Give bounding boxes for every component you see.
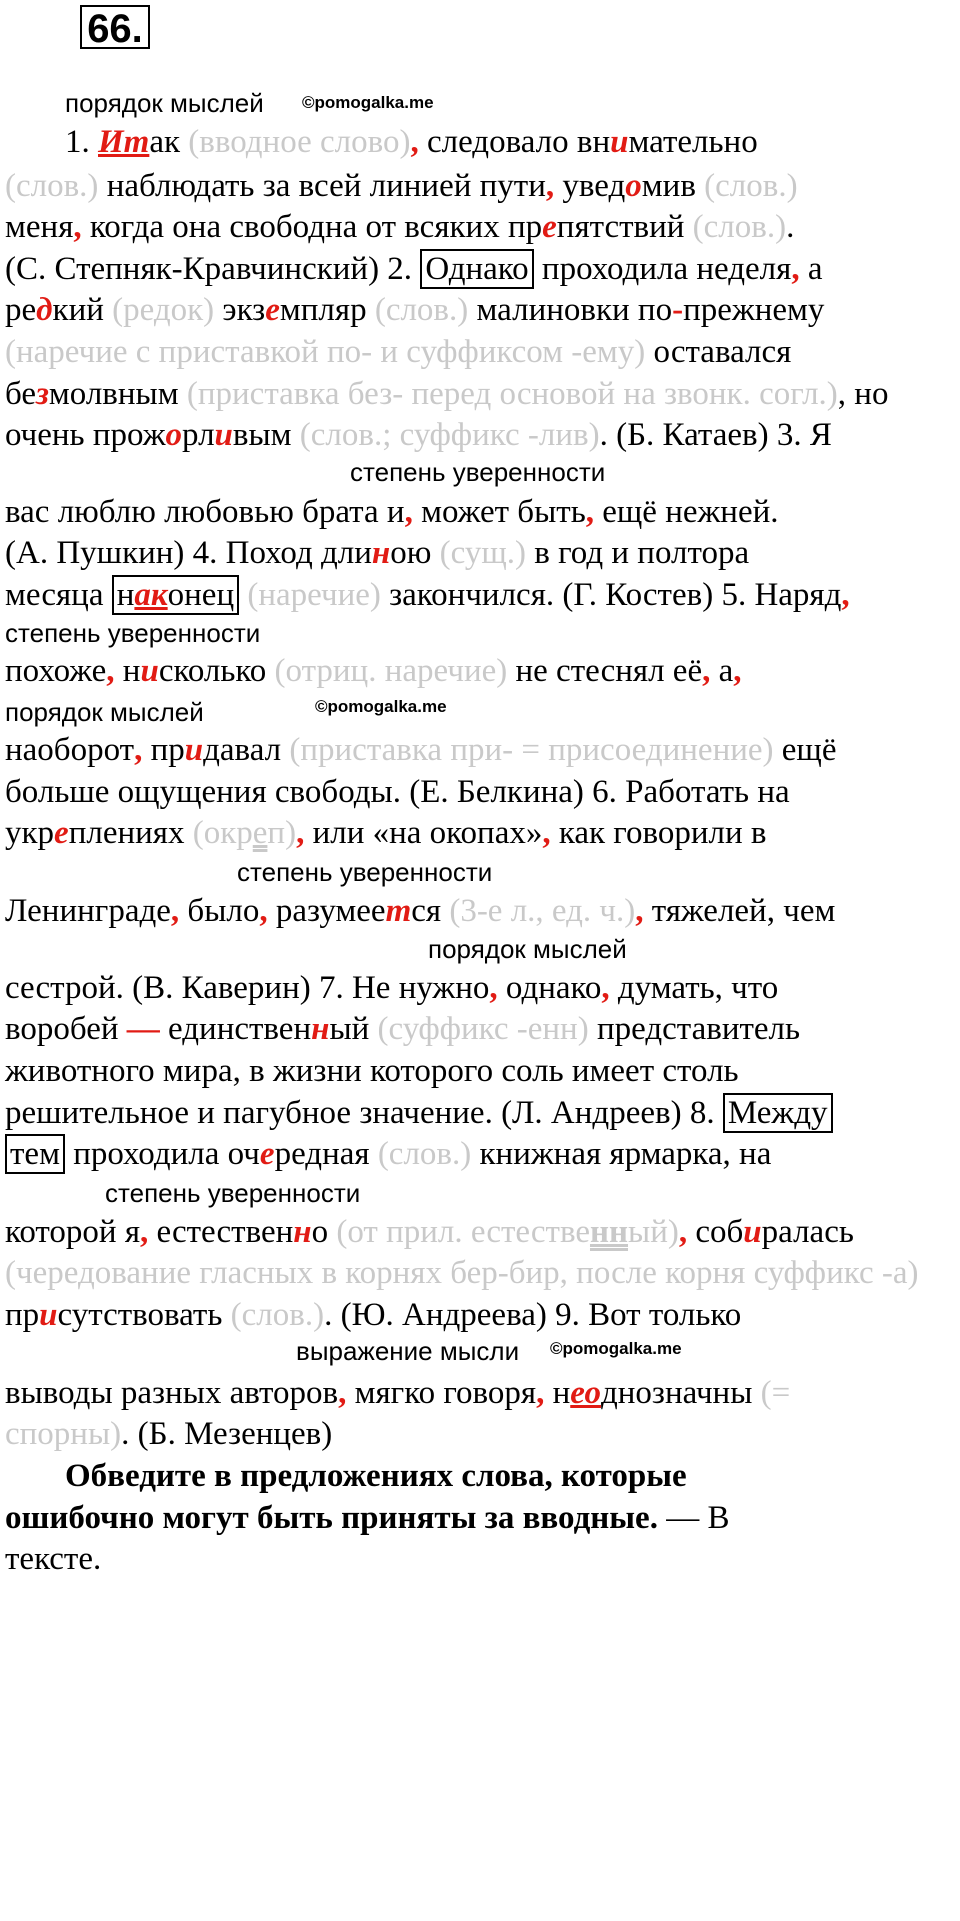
- text-line-25: выводы разных авторов, мягко говоря, неоднозначны (=: [5, 1375, 791, 1411]
- text-line-9: вас люблю любовью брата и, может быть, ещё нежней.: [5, 494, 779, 530]
- boxed-word: наконец: [112, 575, 239, 615]
- annotation-certainty: степень уверенности: [237, 857, 493, 887]
- annotation-order: порядок мыслей: [5, 697, 204, 727]
- text-line-20: решительное и пагубное значение. (Л. Андреев) 8. Между: [5, 1093, 833, 1133]
- text-line-8: очень прожорливым (слов.; суффикс -лив). (Б. Катаев) 3. Я: [5, 417, 832, 453]
- text-line-1: 1. Итак (вводное слово), следовало внимательно: [65, 124, 758, 160]
- watermark: ©pomogalka.me: [550, 1339, 682, 1358]
- text-line-23: (чередование гласных в корнях бер-бир, после корня суффикс -а): [5, 1255, 919, 1291]
- boxed-word: тем: [5, 1134, 65, 1174]
- text-line-11: месяца наконец (наречие) закончился. (Г. Костев) 5. Наряд,: [5, 577, 850, 613]
- exercise-number: 66.: [80, 5, 150, 49]
- text-line-16: Ленинграде, было, разумеется (3-е л., ед. ч.), тяжелей, чем: [5, 893, 836, 929]
- text-line-22: которой я, естественно (от прил. естественный), собиралась: [5, 1214, 854, 1250]
- text-line-7: безмолвным (приставка без- перед основой на звонк. согл.), но: [5, 376, 889, 412]
- text-line-15: укреплениях (окреп), или «на окопах», как говорили в: [5, 815, 767, 851]
- text-line-14: больше ощущения свободы. (Е. Белкина) 6. Работать на: [5, 774, 790, 810]
- text-line-12: похоже, нисколько (отриц. наречие) не стеснял её, а,: [5, 653, 742, 689]
- text-line-6: (наречие с приставкой по- и суффиксом -ему) оставался: [5, 334, 792, 370]
- text-line-17: сестрой. (В. Каверин) 7. Не нужно, однако, думать, что: [5, 970, 779, 1006]
- watermark: ©pomogalka.me: [315, 697, 447, 716]
- annotation-certainty: степень уверенности: [5, 618, 261, 648]
- text-line-4: (С. Степняк-Кравчинский) 2. Однако проходила неделя, а: [5, 251, 823, 287]
- annotation-certainty: степень уверенности: [105, 1178, 361, 1208]
- text-line-26: спорны). (Б. Мезенцев): [5, 1416, 333, 1452]
- boxed-word: Однако: [420, 249, 533, 289]
- text-line-19: животного мира, в жизни которого соль имеет столь: [5, 1053, 739, 1089]
- text-line-13: наоборот, придавал (приставка при- = присоединение) ещё: [5, 732, 837, 768]
- annotation-order: порядок мыслей: [428, 934, 627, 964]
- annotation-certainty: степень уверенности: [350, 457, 606, 487]
- text-line-2: (слов.) наблюдать за всей линией пути, уведомив (слов.): [5, 168, 798, 204]
- text-line-5: редкий (редок) экземпляр (слов.) малиновки по-прежнему: [5, 292, 825, 328]
- task-line-3: тексте.: [5, 1541, 102, 1577]
- text-line-3: меня, когда она свободна от всяких препятствий (слов.).: [5, 209, 795, 245]
- text-line-18: воробей — единственный (суффикс -енн) представитель: [5, 1011, 801, 1047]
- text-line-10: (А. Пушкин) 4. Поход длиною (сущ.) в год и полтора: [5, 535, 750, 571]
- watermark: ©pomogalka.me: [302, 93, 434, 112]
- annotation-order: порядок мыслей: [65, 88, 264, 118]
- task-line-1: Обведите в предложениях слова, которые: [65, 1458, 687, 1494]
- task-line-2: ошибочно могут быть приняты за вводные. — В: [5, 1500, 730, 1536]
- annotation-expression: выражение мысли: [296, 1336, 520, 1366]
- boxed-word: Между: [723, 1093, 833, 1133]
- text-line-21: тем проходила очередная (слов.) книжная ярмарка, на: [5, 1134, 771, 1174]
- text-line-24: присутствовать (слов.). (Ю. Андреева) 9. Вот только: [5, 1297, 742, 1333]
